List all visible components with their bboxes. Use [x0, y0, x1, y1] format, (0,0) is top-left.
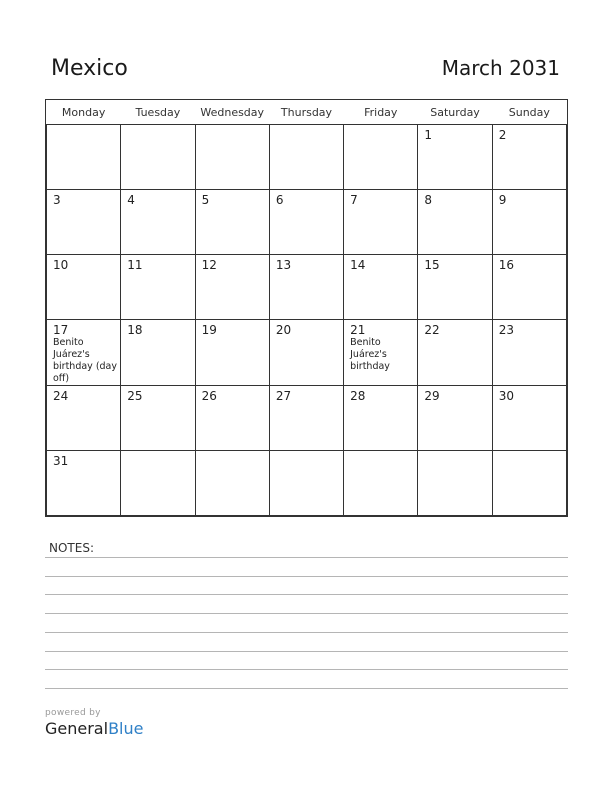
day-number: 15 [424, 258, 440, 272]
day-cell [195, 320, 269, 386]
day-cell [492, 125, 566, 190]
day-number: 1 [424, 128, 433, 142]
notes-line [45, 669, 568, 670]
day-cell [121, 320, 195, 386]
day-cell [121, 125, 195, 190]
notes-line [45, 594, 568, 595]
day-cell [121, 190, 195, 255]
week-row [47, 451, 567, 516]
day-cell [344, 320, 418, 386]
day-cell [195, 451, 269, 516]
day-cell [195, 255, 269, 320]
day-cell [195, 125, 269, 190]
day-number: 11 [127, 258, 143, 272]
day-cell [492, 386, 566, 451]
day-cell [418, 190, 492, 255]
day-cell [47, 125, 121, 190]
day-cell [492, 451, 566, 516]
holiday-label: Benito Juárez's birthday (day off) [53, 337, 117, 384]
day-number: 17 [53, 323, 69, 337]
day-number: 9 [498, 193, 507, 207]
day-cell [418, 255, 492, 320]
notes-line [45, 632, 568, 633]
weekday-friday: Friday [344, 100, 418, 125]
day-cell [47, 190, 121, 255]
day-number: 10 [53, 258, 69, 272]
weekday-monday: Monday [47, 100, 121, 125]
day-cell [195, 386, 269, 451]
day-cell [269, 190, 343, 255]
weekday-thursday: Thursday [269, 100, 343, 125]
day-cell [418, 386, 492, 451]
day-number: 28 [350, 389, 366, 403]
day-number: 6 [275, 193, 284, 207]
day-number: 20 [275, 323, 292, 337]
brand-general-text: General [45, 719, 109, 738]
day-number: 19 [201, 323, 217, 337]
day-cell [344, 255, 418, 320]
day-number: 3 [53, 193, 61, 207]
day-number: 24 [53, 389, 69, 403]
day-cell [121, 451, 195, 516]
day-cell [418, 451, 492, 516]
brand-blue-text: Blue [108, 719, 144, 738]
week-row [47, 190, 567, 255]
day-cell [492, 320, 566, 386]
day-cell [418, 320, 492, 386]
day-number: 13 [275, 258, 292, 272]
day-number: 30 [498, 389, 514, 403]
day-cell [269, 125, 343, 190]
notes-line [45, 576, 568, 577]
day-number: 26 [201, 389, 217, 403]
day-number: 16 [498, 258, 514, 272]
day-cell [492, 190, 566, 255]
brand-logo[interactable] [45, 719, 143, 738]
week-row [47, 320, 567, 386]
week-row [47, 255, 567, 320]
day-cell [492, 255, 566, 320]
day-number: 27 [275, 389, 292, 403]
day-number: 22 [424, 323, 440, 337]
day-cell [269, 320, 343, 386]
day-number: 25 [127, 389, 143, 403]
day-cell [121, 255, 195, 320]
day-cell [269, 451, 343, 516]
day-number: 21 [350, 323, 366, 337]
weekday-wednesday: Wednesday [195, 100, 269, 125]
day-number: 23 [498, 323, 514, 337]
day-cell [47, 320, 121, 386]
powered-by-text: powered by [45, 708, 101, 718]
day-cell [47, 386, 121, 451]
day-number: 4 [127, 193, 135, 207]
day-cell [47, 255, 121, 320]
calendar-grid [45, 99, 568, 517]
day-cell [195, 190, 269, 255]
day-number: 7 [350, 193, 358, 207]
day-number: 5 [201, 193, 210, 207]
country-title: Mexico [51, 56, 128, 81]
notes-line [45, 651, 568, 652]
weekday-header-row [47, 100, 567, 125]
day-cell [269, 255, 343, 320]
weekday-sunday: Sunday [492, 100, 566, 125]
notes-line [45, 613, 568, 614]
holiday-label: Benito Juárez's birthday [350, 337, 390, 372]
notes-line [45, 688, 568, 689]
day-cell [344, 451, 418, 516]
day-number: 12 [201, 258, 217, 272]
notes-label: NOTES: [49, 541, 94, 555]
day-number: 18 [127, 323, 143, 337]
day-cell [47, 451, 121, 516]
day-cell [418, 125, 492, 190]
brand-footer [45, 708, 143, 738]
week-row [47, 125, 567, 190]
day-number: 8 [424, 193, 433, 207]
day-cell [344, 190, 418, 255]
day-cell [269, 386, 343, 451]
day-number: 14 [350, 258, 366, 272]
day-cell [344, 386, 418, 451]
notes-line [45, 557, 568, 558]
weekday-tuesday: Tuesday [121, 100, 195, 125]
day-number: 29 [424, 389, 440, 403]
day-number: 2 [498, 128, 507, 142]
day-cell [344, 125, 418, 190]
day-number: 31 [53, 454, 69, 468]
week-row [47, 386, 567, 451]
day-cell [121, 386, 195, 451]
month-year-title: March 2031 [441, 56, 560, 80]
weekday-saturday: Saturday [418, 100, 492, 125]
